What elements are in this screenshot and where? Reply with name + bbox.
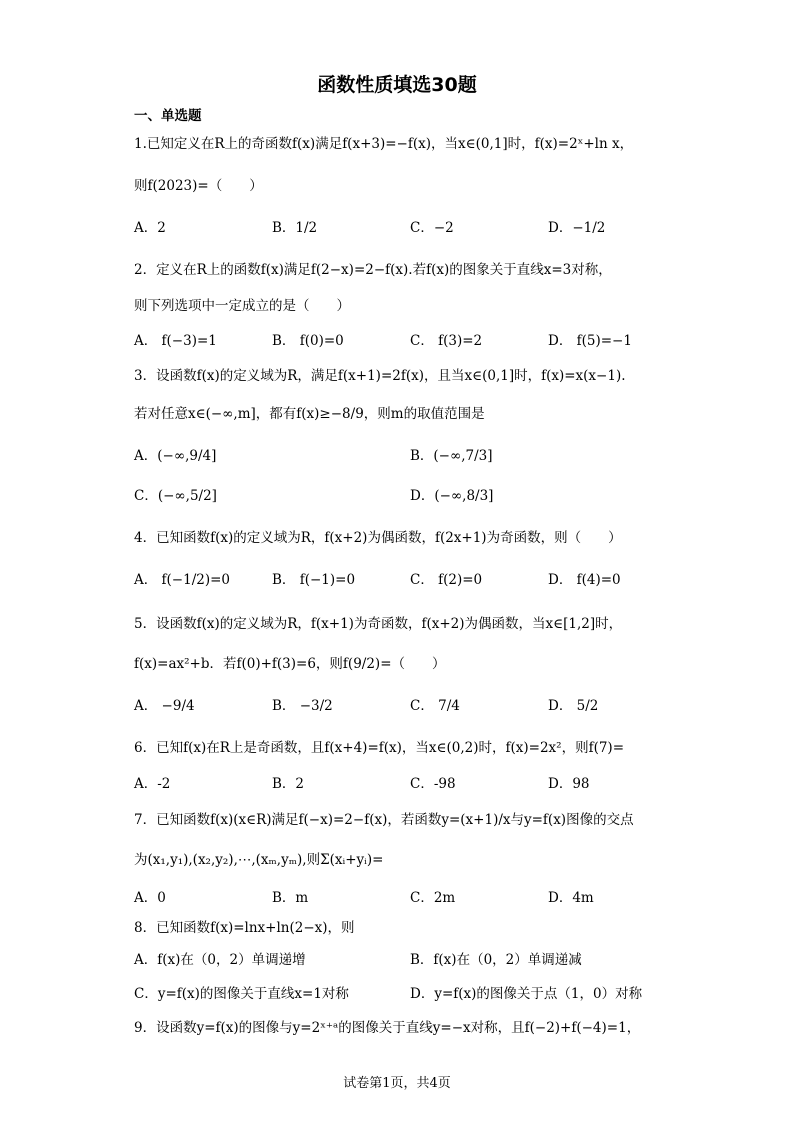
question-8-option-b[interactable]: B．f(x)在（0，2）单调递减 — [410, 952, 582, 968]
question-5-stem: 5．设函数f(x)的定义域为R，f(x+1)为奇函数，f(x+2)为偶函数，当x∈[1,2]时， — [134, 616, 623, 632]
question-4-stem: 4．已知函数f(x)的定义域为R，f(x+2)为偶函数，f(2x+1)为奇函数，则（ ） — [134, 530, 622, 546]
question-6-option-b[interactable]: B．2 — [272, 776, 305, 792]
question-7-option-d[interactable]: D．4m — [548, 890, 594, 906]
question-1-option-b[interactable]: B．1/2 — [272, 220, 318, 236]
question-6-stem: 6．已知f(x)在R上是奇函数，且f(x+4)=f(x)，当x∈(0,2)时，f(x)=2x²，则f(7)= — [134, 740, 625, 756]
question-5-option-b[interactable]: B． −3/2 — [272, 698, 333, 714]
question-1-stem-cont: 则f(2023)=（ ） — [134, 178, 263, 194]
question-4-option-b[interactable]: B． f(−1)=0 — [272, 572, 356, 588]
question-2-stem: 2．定义在R上的函数f(x)满足f(2−x)=2−f(x).若f(x)的图象关于直线x=3对称， — [134, 262, 612, 278]
question-3-option-a[interactable]: A．(−∞,9/4] — [134, 448, 217, 464]
question-3-option-c[interactable]: C．(−∞,5/2] — [134, 488, 217, 504]
question-6-option-c[interactable]: C．-98 — [410, 776, 456, 792]
question-5-option-d[interactable]: D． 5/2 — [548, 698, 599, 714]
question-4-option-c[interactable]: C． f(2)=0 — [410, 572, 483, 588]
page-title: 函数性质填选30题 — [317, 74, 477, 96]
question-2-option-a[interactable]: A． f(−3)=1 — [134, 333, 217, 349]
question-1-option-a[interactable]: A．2 — [134, 220, 166, 236]
question-8-option-c[interactable]: C．y=f(x)的图像关于直线x=1对称 — [134, 986, 349, 1002]
question-6-option-d[interactable]: D．98 — [548, 776, 590, 792]
question-2-option-d[interactable]: D． f(5)=−1 — [548, 333, 632, 349]
question-7-stem-cont: 为(x₁,y₁),(x₂,y₂),⋯,(xₘ,yₘ),则Σ(xᵢ+yᵢ)= — [134, 852, 384, 868]
question-7-option-a[interactable]: A．0 — [134, 890, 166, 906]
question-5-stem-cont: f(x)=ax²+b．若f(0)+f(3)=6，则f(9/2)=（ ） — [134, 656, 446, 672]
question-6-option-a[interactable]: A．-2 — [134, 776, 171, 792]
question-4-option-d[interactable]: D． f(4)=0 — [548, 572, 621, 588]
question-5-option-c[interactable]: C． 7/4 — [410, 698, 460, 714]
question-7-option-b[interactable]: B．m — [272, 890, 309, 906]
question-3-stem-cont: 若对任意x∈(−∞,m]，都有f(x)≥−8/9，则m的取值范围是 — [134, 406, 485, 422]
question-8-option-d[interactable]: D．y=f(x)的图像关于点（1，0）对称 — [410, 986, 643, 1002]
question-8-option-a[interactable]: A．f(x)在（0，2）单调递增 — [134, 952, 306, 968]
question-8-stem: 8．已知函数f(x)=lnx+ln(2−x)，则 — [134, 920, 355, 936]
question-5-option-a[interactable]: A． −9/4 — [134, 698, 195, 714]
section-heading: 一、单选题 — [134, 108, 202, 124]
page-footer: 试卷第1页，共4页 — [343, 1076, 451, 1091]
question-9-stem: 9．设函数y=f(x)的图像与y=2ˣ⁺ᵃ的图像关于直线y=−x对称，且f(−2)+f(−4)=1， — [134, 1020, 641, 1036]
question-1-option-c[interactable]: C．−2 — [410, 220, 454, 236]
question-3-option-b[interactable]: B．(−∞,7/3] — [410, 448, 493, 464]
question-2-stem-cont: 则下列选项中一定成立的是（ ） — [134, 298, 350, 314]
question-7-stem: 7．已知函数f(x)(x∈R)满足f(−x)=2−f(x)，若函数y=(x+1)/x与y=f(x)图像的交点 — [134, 812, 634, 828]
question-7-option-c[interactable]: C．2m — [410, 890, 456, 906]
question-1-option-d[interactable]: D．−1/2 — [548, 220, 606, 236]
question-3-stem: 3．设函数f(x)的定义域为R，满足f(x+1)=2f(x)，且当x∈(0,1]时，f(x)=x(x−1). — [134, 368, 626, 384]
question-2-option-b[interactable]: B． f(0)=0 — [272, 333, 344, 349]
question-2-option-c[interactable]: C． f(3)=2 — [410, 333, 483, 349]
question-3-option-d[interactable]: D．(−∞,8/3] — [410, 488, 494, 504]
question-4-option-a[interactable]: A． f(−1/2)=0 — [134, 572, 231, 588]
question-1-stem: 1.已知定义在R上的奇函数f(x)满足f(x+3)=−f(x)，当x∈(0,1]时，f(x)=2ˣ+ln x， — [134, 136, 634, 152]
